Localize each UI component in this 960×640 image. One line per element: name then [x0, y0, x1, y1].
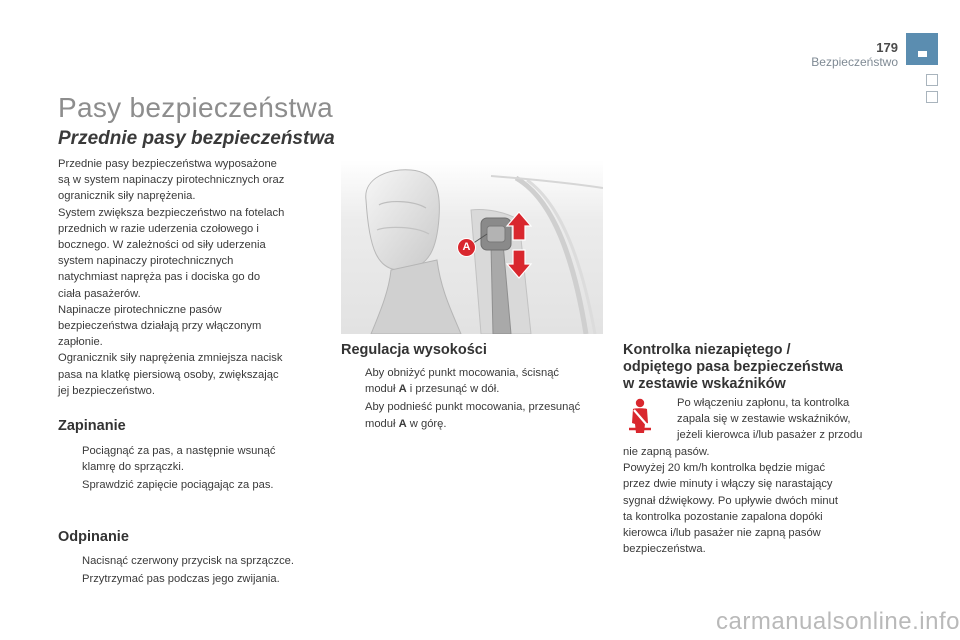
tab-marker-icon [918, 51, 927, 57]
section-tab[interactable] [926, 91, 938, 103]
text-line: sygnał dźwiękowy. Po upływie dwóch minut [623, 494, 838, 507]
text-line: Aby podnieść punkt mocowania, przesunąć [365, 401, 581, 414]
text-line: są w system napinaczy pirotechnicznych oraz [58, 174, 285, 187]
text-line: kierowca i/lub pasażer nie zapną pasów [623, 527, 821, 540]
text-fragment: w górę. [406, 417, 447, 430]
page-title: Pasy bezpieczeństwa [58, 92, 333, 123]
watermark[interactable]: carmanualsonline.info [716, 608, 960, 635]
text-line: klamrę do sprzączki. [82, 461, 184, 474]
module-ref: A [398, 383, 407, 396]
text-line: system napinaczy pirotechnicznych [58, 255, 234, 268]
text-line: jeżeli kierowca i/lub pasażer z przodu [677, 429, 863, 442]
text-line: bocznego. W zależności od siły uderzenia [58, 239, 266, 252]
text-line: natychmiast napręża pas i dociska go do [58, 271, 261, 284]
text-line: jej bezpieczeństwo. [58, 384, 156, 397]
text-line: bezpieczeństwa. [623, 543, 706, 556]
text-line: Ogranicznik siły naprężenia zmniejsza nacisk [58, 352, 283, 365]
text-line: Pociągnąć za pas, a następnie wsunąć [82, 445, 276, 457]
text-line: bezpieczeństwa działają przy włączonym [58, 320, 262, 333]
section-title: Bezpieczeństwo [811, 55, 898, 69]
text-fragment: moduł [365, 417, 399, 430]
height-adjustment-heading: Regulacja wysokości [341, 342, 487, 358]
fastening-heading: Zapinanie [58, 418, 126, 434]
text-line: zapala się w zestawie wskaźników, [677, 413, 851, 426]
heading-line: Kontrolka niezapiętego / [623, 342, 791, 358]
seatbelt-warning-icon [625, 397, 655, 435]
text-line: Przytrzymać pas podczas jego zwijania. [82, 573, 280, 586]
text-line [365, 381, 611, 397]
text-line [365, 416, 611, 432]
heading-line: odpiętego pasa bezpieczeństwa [623, 359, 843, 375]
section-tab[interactable] [926, 74, 938, 86]
unfastening-list [58, 553, 348, 589]
height-adjustment-list [341, 365, 611, 434]
text-line: przednich w razie uderzenia czołowego i [58, 222, 259, 235]
text-line: nie zapną pasów. [623, 446, 710, 458]
text-line: ta kontrolka pozostanie zapalona dopóki [623, 510, 823, 523]
list-item [58, 443, 338, 475]
text-line: ogranicznik siły naprężenia. [58, 190, 196, 203]
unfastening-heading: Odpinanie [58, 529, 129, 545]
warning-lamp-text [623, 444, 913, 557]
list-item [58, 553, 348, 569]
text-line: ciała pasażerów. [58, 287, 141, 300]
text-line: przez dwie minuty i włączy się narastający [623, 478, 833, 491]
module-ref: A [398, 417, 407, 430]
text-line: Po włączeniu zapłonu, ta kontrolka [677, 397, 850, 409]
text-line: pasa na klatkę piersiową osoby, zwiększając [58, 368, 279, 381]
list-item [58, 477, 338, 493]
list-item [341, 399, 611, 431]
section-tab-active[interactable] [906, 33, 938, 65]
heading-line: w zestawie wskaźników [623, 376, 786, 392]
fastening-list [58, 443, 338, 496]
warning-lamp-text-indented [677, 395, 917, 444]
text-line: Sprawdzić zapięcie pociągając za pas. [82, 479, 274, 492]
page-subtitle: Przednie pasy bezpieczeństwa [58, 128, 335, 149]
text-fragment: i przesunąć w dół. [406, 383, 500, 396]
text-line: System zwiększa bezpieczeństwo na fotelach [58, 206, 285, 219]
intro-text [58, 156, 328, 399]
text-line: Przednie pasy bezpieczeństwa wyposażone [58, 158, 277, 170]
adjuster-button [487, 226, 505, 242]
text-fragment: moduł [365, 383, 399, 396]
text-line: Nacisnąć czerwony przycisk na sprzączce. [82, 555, 295, 567]
page-number: 179 [876, 40, 898, 55]
list-item [341, 365, 611, 397]
text-line: zapłonie. [58, 336, 103, 349]
text-line: Powyżej 20 km/h kontrolka będzie migać [623, 462, 826, 475]
warning-lamp-heading [623, 342, 913, 393]
text-line: Aby obniżyć punkt mocowania, ścisnąć [365, 367, 560, 379]
module-a-label: A [458, 239, 475, 256]
headrest [366, 170, 440, 270]
list-item [58, 571, 348, 587]
text-line: Napinacze pirotechniczne pasów [58, 303, 222, 316]
